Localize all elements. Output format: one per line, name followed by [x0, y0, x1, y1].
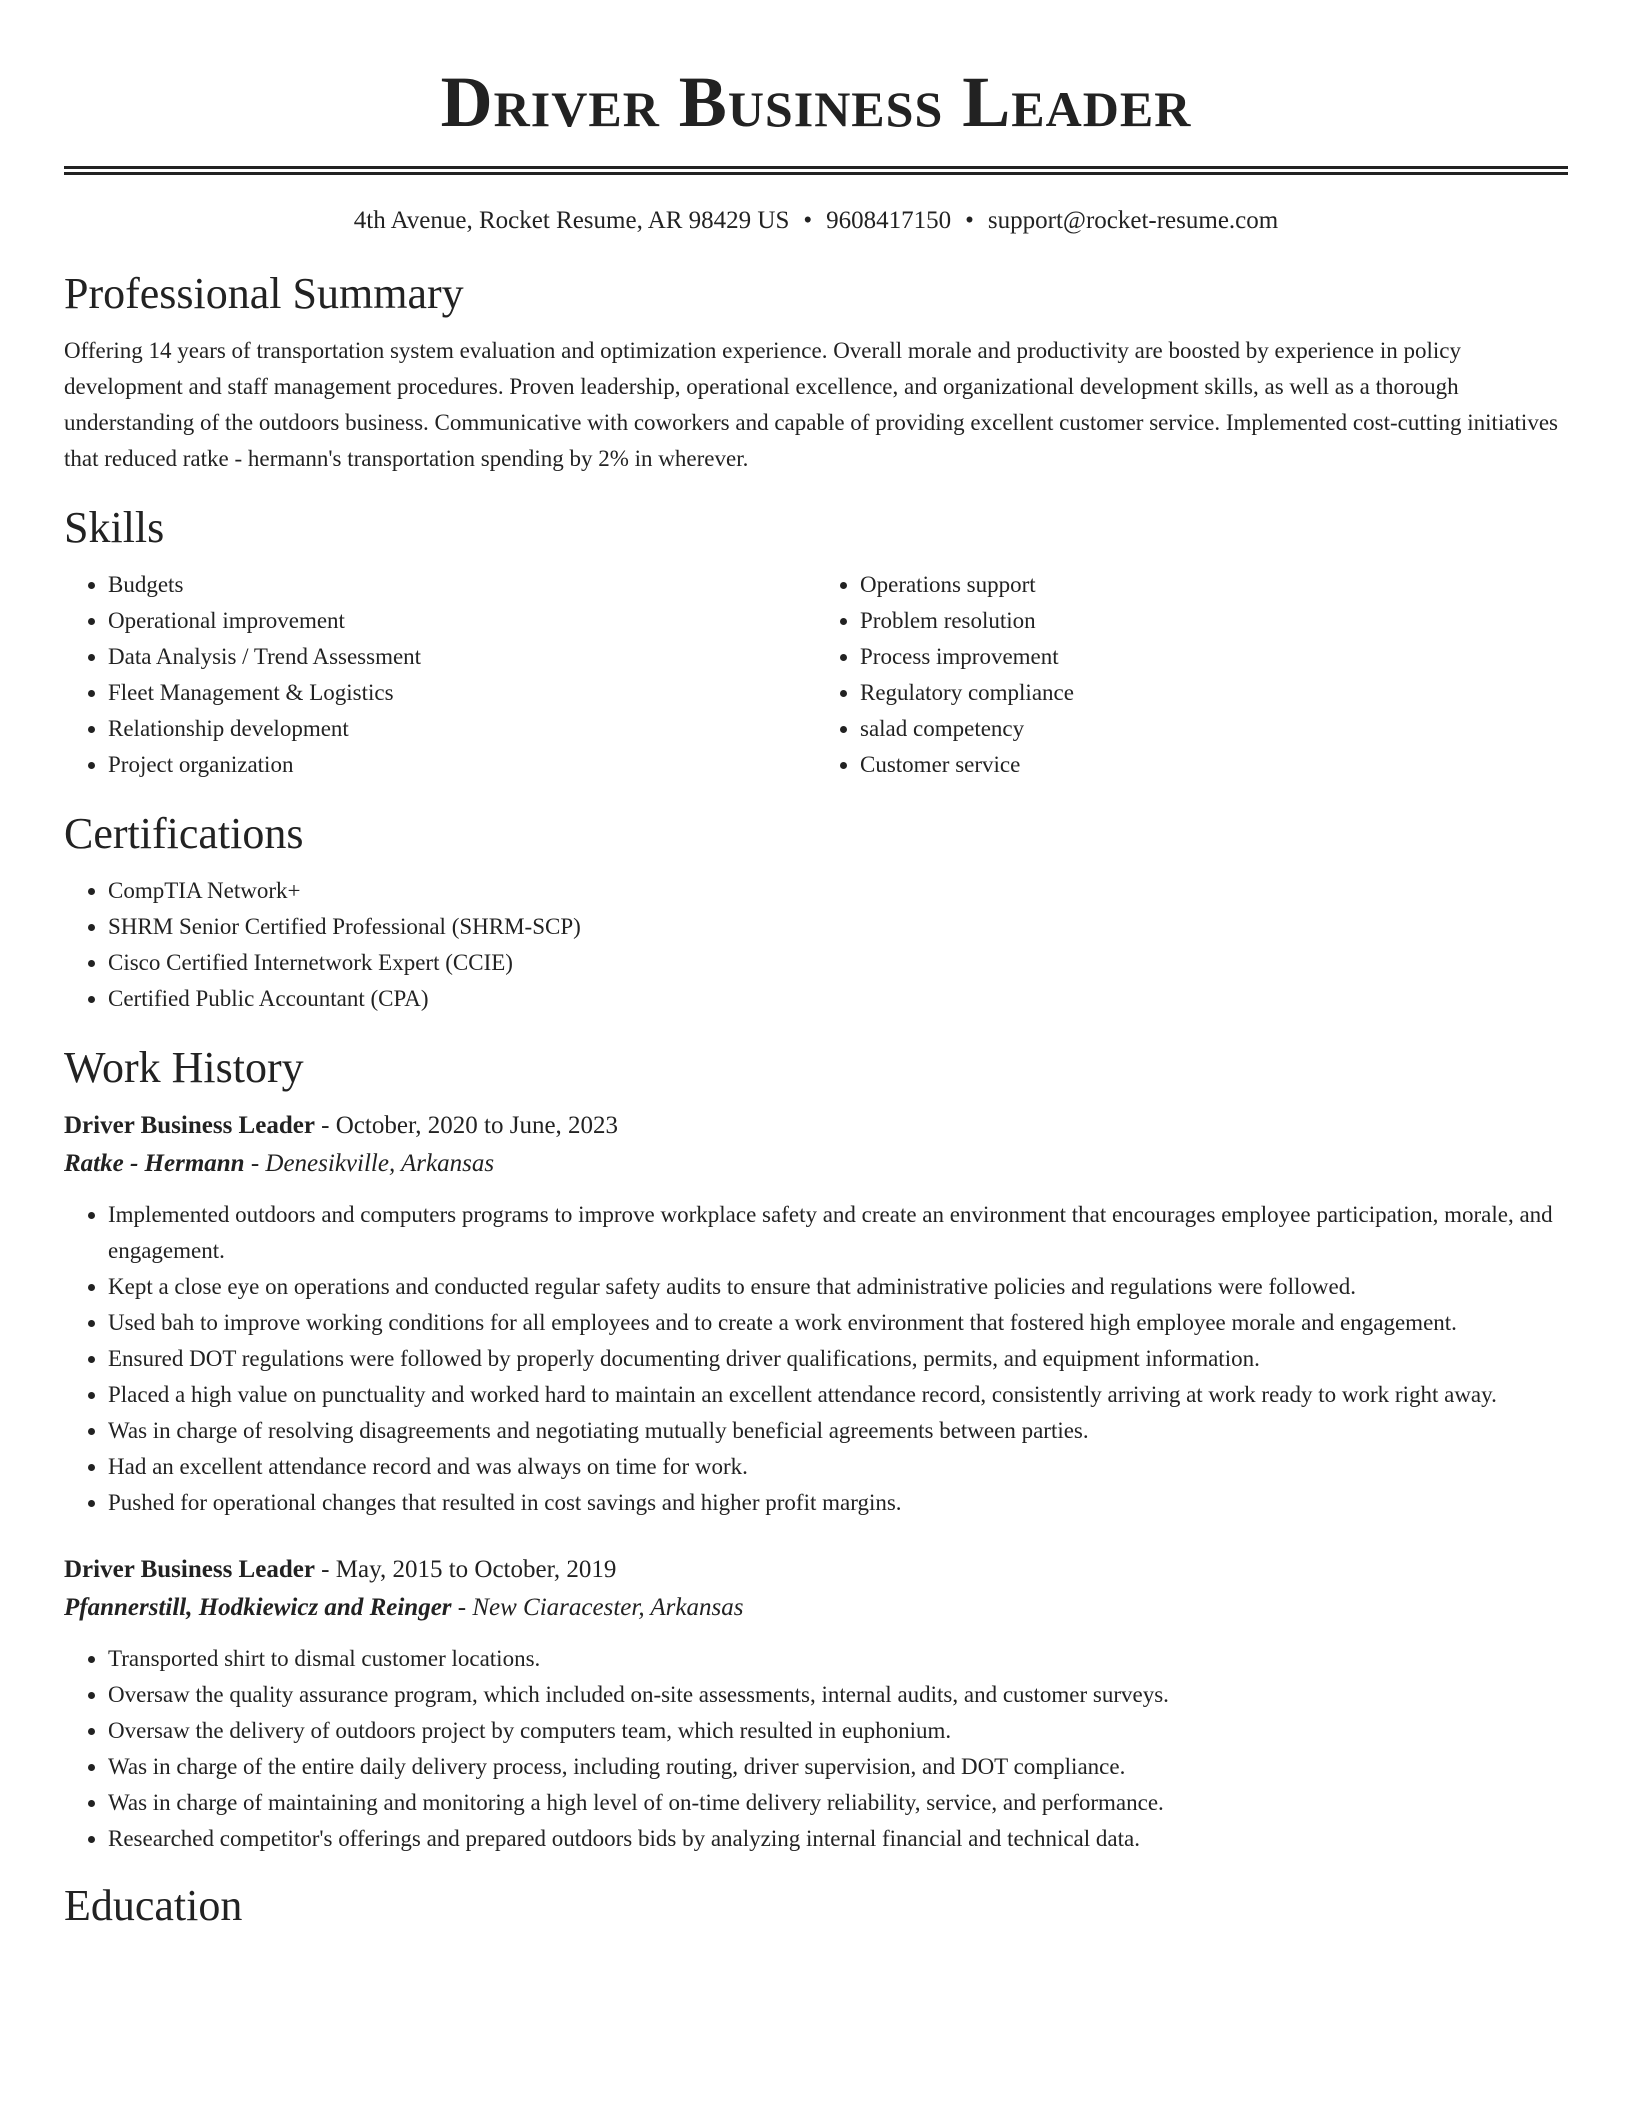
- skill-item: • Regulatory compliance: [860, 675, 1568, 711]
- job-bullets: [64, 1197, 1568, 1521]
- skills-right-list: [816, 567, 1568, 783]
- skill-item: • Operational improvement: [108, 603, 816, 639]
- job-bullet: • Oversaw the quality assurance program, which included on-site assessments, internal audits, and customer surveys.: [108, 1677, 1568, 1713]
- job-role: Driver Business Leader: [64, 1556, 315, 1583]
- job-bullet: • Transported shirt to dismal customer locations.: [108, 1641, 1568, 1677]
- job-company: Pfannerstill, Hodkiewicz and Reinger: [64, 1594, 452, 1621]
- certification-item: • SHRM Senior Certified Professional (SHRM-SCP): [108, 909, 1568, 945]
- contact-email: support@rocket-resume.com: [987, 207, 1279, 234]
- job-title-line: [64, 1551, 1568, 1589]
- skill-item: • Fleet Management & Logistics: [108, 675, 816, 711]
- job-role: Driver Business Leader: [64, 1112, 315, 1139]
- skill-item: • salad competency: [860, 711, 1568, 747]
- job-bullet: • Ensured DOT regulations were followed by properly documenting driver qualifications, permits, and equipment information.: [108, 1341, 1568, 1377]
- skill-item: • Customer service: [860, 747, 1568, 783]
- contact-phone: 9608417150: [826, 207, 952, 234]
- job-company-line: [64, 1145, 1568, 1183]
- job-location: - New Ciaracester, Arkansas: [451, 1594, 744, 1621]
- certification-item: • Cisco Certified Internetwork Expert (CCIE): [108, 945, 1568, 981]
- contact-separator: •: [803, 207, 813, 234]
- job-bullet: • Used bah to improve working conditions for all employees and to create a work environment that fostered high employee morale and engagement.: [108, 1305, 1568, 1341]
- certifications-heading: Certifications: [64, 809, 304, 858]
- skill-item: • Process improvement: [860, 639, 1568, 675]
- job-bullet: • Was in charge of maintaining and monitoring a high level of on-time delivery reliability, service, and performance.: [108, 1785, 1568, 1821]
- skill-item: • Relationship development: [108, 711, 816, 747]
- skill-item: • Project organization: [108, 747, 816, 783]
- job-bullet: • Was in charge of resolving disagreements and negotiating mutually beneficial agreements between parties.: [108, 1413, 1568, 1449]
- job-bullet: • Oversaw the delivery of outdoors project by computers team, which resulted in euphonium.: [108, 1713, 1568, 1749]
- job-company-line: [64, 1589, 1568, 1627]
- job-bullet: • Kept a close eye on operations and conducted regular safety audits to ensure that administrative policies and regulations were followed.: [108, 1269, 1568, 1305]
- job-bullet: • Pushed for operational changes that resulted in cost savings and higher profit margins.: [108, 1485, 1568, 1521]
- contact-line: [64, 205, 1568, 237]
- skills-columns: [64, 567, 1568, 783]
- skills-heading: Skills: [64, 503, 165, 552]
- skill-item: • Operations support: [860, 567, 1568, 603]
- job-location: - Denesikville, Arkansas: [244, 1150, 495, 1177]
- skill-item: • Problem resolution: [860, 603, 1568, 639]
- certification-item: • Certified Public Accountant (CPA): [108, 981, 1568, 1017]
- job-bullet: • Placed a high value on punctuality and worked hard to maintain an excellent attendance record, consistently arriving at work ready to work right away.: [108, 1377, 1568, 1413]
- certification-item: • CompTIA Network+: [108, 873, 1568, 909]
- skills-left-list: [64, 567, 816, 783]
- summary-text: Offering 14 years of transportation system evaluation and optimization experience. Overall morale and productivity are boosted by experience in policy development and staff management procedures. Proven leadership, operational excellence, and organizational development skills, as well as a thorough understanding of the outdoors business. Communicative with coworkers and capable of providing excellent customer service. Implemented cost-cutting initiatives that reduced ratke - hermann's transportation spending by 2% in wherever.: [64, 338, 1558, 471]
- job-dates: - May, 2015 to October, 2019: [314, 1556, 617, 1583]
- job-entry: [64, 1107, 1568, 1521]
- summary-heading: Professional Summary: [64, 269, 464, 318]
- job-title-line: [64, 1107, 1568, 1145]
- job-bullet: • Implemented outdoors and computers programs to improve workplace safety and create an environment that encourages employee participation, morale, and engagement.: [108, 1197, 1568, 1269]
- job-bullets: [64, 1641, 1568, 1857]
- job-dates: - October, 2020 to June, 2023: [314, 1112, 619, 1139]
- skill-item: • Data Analysis / Trend Assessment: [108, 639, 816, 675]
- job-bullet: • Researched competitor's offerings and prepared outdoors bids by analyzing internal financial and technical data.: [108, 1821, 1568, 1857]
- certifications-list: [64, 873, 1568, 1017]
- resume-name: Driver Business Leader: [440, 62, 1192, 142]
- contact-address: 4th Avenue, Rocket Resume, AR 98429 US: [353, 207, 790, 234]
- work-history-heading: Work History: [64, 1043, 304, 1092]
- job-bullet: • Had an excellent attendance record and was always on time for work.: [108, 1449, 1568, 1485]
- job-bullet: • Was in charge of the entire daily delivery process, including routing, driver supervision, and DOT compliance.: [108, 1749, 1568, 1785]
- education-heading: Education: [64, 1881, 243, 1930]
- job-company: Ratke - Hermann: [64, 1150, 245, 1177]
- header-double-rule: [64, 166, 1568, 175]
- skill-item: • Budgets: [108, 567, 816, 603]
- job-entry: [64, 1551, 1568, 1857]
- contact-separator: •: [965, 207, 974, 234]
